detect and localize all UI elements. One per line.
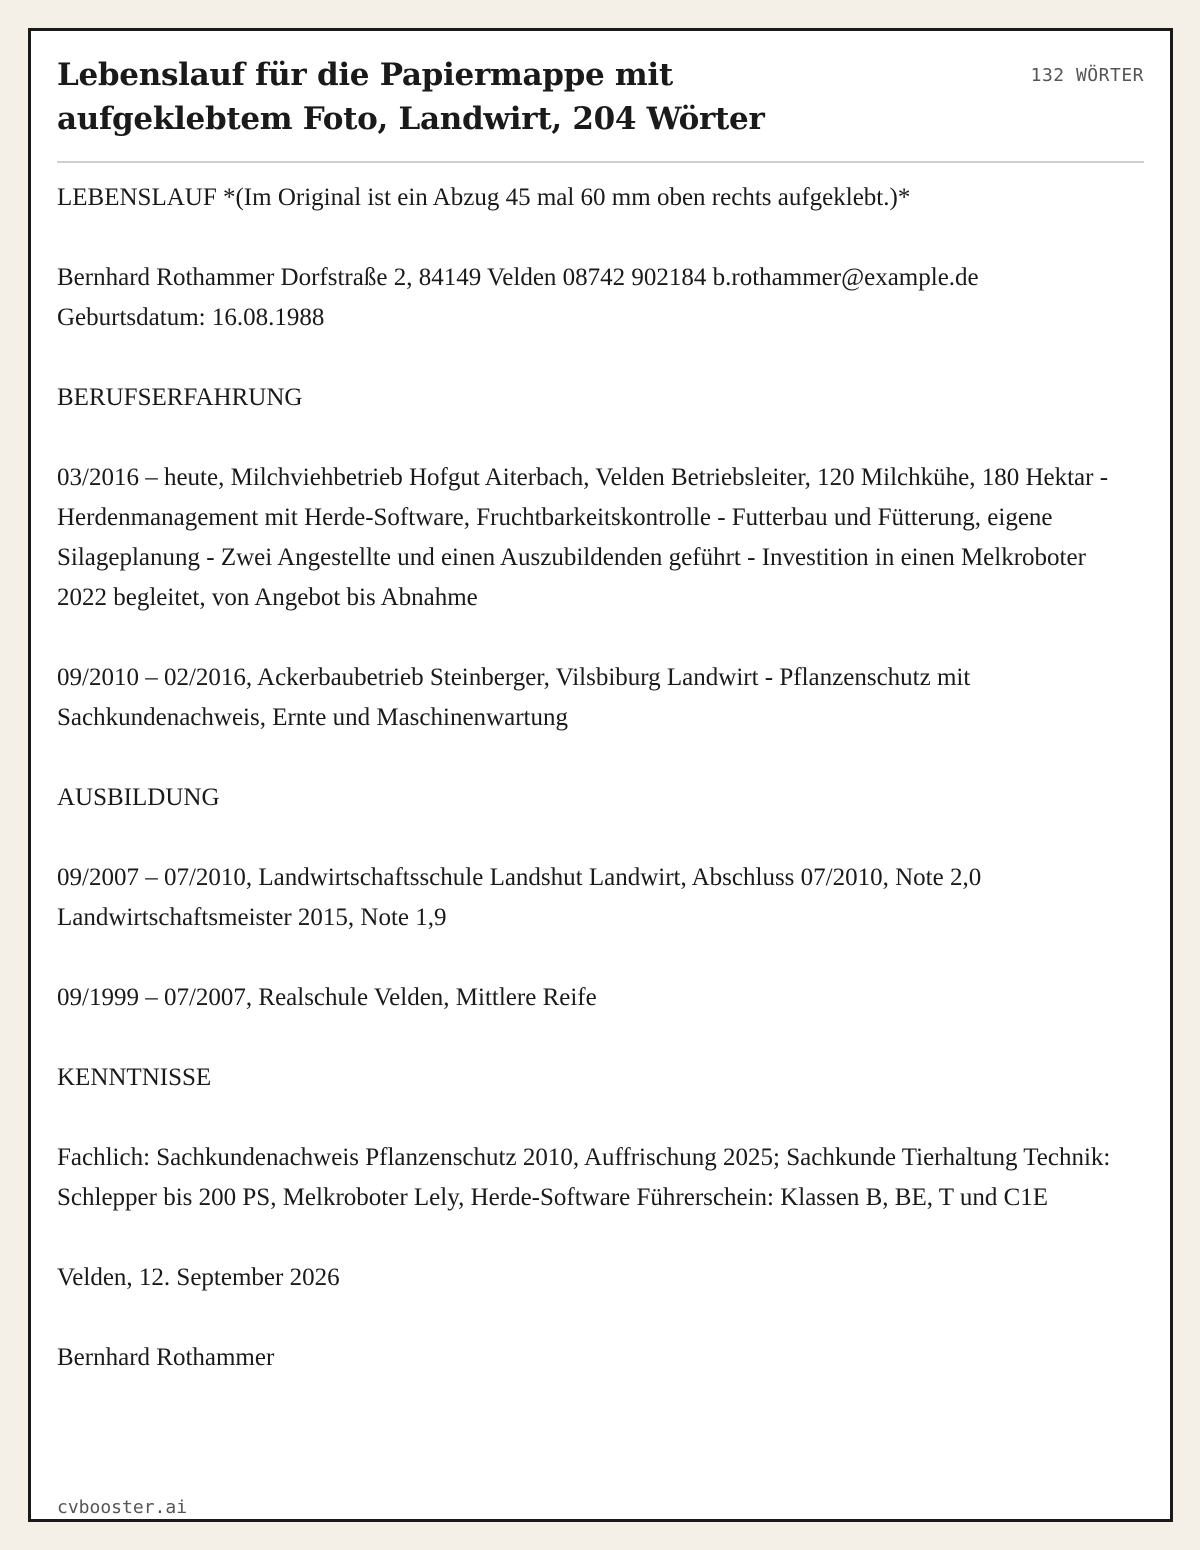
document-body — [57, 178, 1117, 1378]
experience-entry: 03/2016 – heute, Milchviehbetrieb Hofgut Aiterbach, Velden Betriebsleiter, 120 Milchkühe, 180 Hektar - Herdenmanagement mit Herde-Software, Fruchtbarkeitskontrolle - Futterbau und Fütterung, eigene Silageplanung - Zwei Angestellte und einen Auszubildenden geführt - Investition in einen Melkroboter 2022 begleitet, von Angebot bis Abnahme — [57, 464, 1109, 611]
footer-brand: cvbooster.ai — [57, 1497, 188, 1518]
experience-entry: 09/2010 – 02/2016, Ackerbaubetrieb Steinberger, Vilsbiburg Landwirt - Pflanzenschutz mit Sachkundenachweis, Ernte und Maschinenwartung — [57, 664, 971, 731]
document-header — [57, 31, 1144, 163]
document-title: Lebenslauf für die Papiermappe mit aufgeklebtem Foto, Landwirt, 204 Wörter — [57, 57, 765, 137]
word-count-badge: 132 WÖRTER — [1030, 65, 1144, 86]
heading-ausbildung: AUSBILDUNG — [57, 784, 220, 811]
heading-lebenslauf: LEBENSLAUF *(Im Original ist ein Abzug 45 mal 60 mm oben rechts aufgeklebt.)* — [57, 184, 911, 211]
education-entry: 09/1999 – 07/2007, Realschule Velden, Mittlere Reife — [57, 984, 597, 1011]
heading-kenntnisse: KENNTNISSE — [57, 1064, 212, 1091]
place-date: Velden, 12. September 2026 — [57, 1264, 340, 1291]
contact-details: Bernhard Rothammer Dorfstraße 2, 84149 Velden 08742 902184 b.rothammer@example.de Geburtsdatum: 16.08.1988 — [57, 264, 979, 331]
heading-berufserfahrung: BERUFSERFAHRUNG — [57, 384, 303, 411]
signature-name: Bernhard Rothammer — [57, 1344, 275, 1371]
skills-entry: Fachlich: Sachkundenachweis Pflanzenschutz 2010, Auffrischung 2025; Sachkunde Tierhaltung Technik: Schlepper bis 200 PS, Melkroboter Lely, Herde-Software Führerschein: Klassen B, BE, T und C1E — [57, 1144, 1111, 1211]
education-entry: 09/2007 – 07/2010, Landwirtschaftsschule Landshut Landwirt, Abschluss 07/2010, Note 2,0 Landwirtschaftsmeister 2015, Note 1,9 — [57, 864, 982, 931]
document-card — [28, 28, 1173, 1522]
